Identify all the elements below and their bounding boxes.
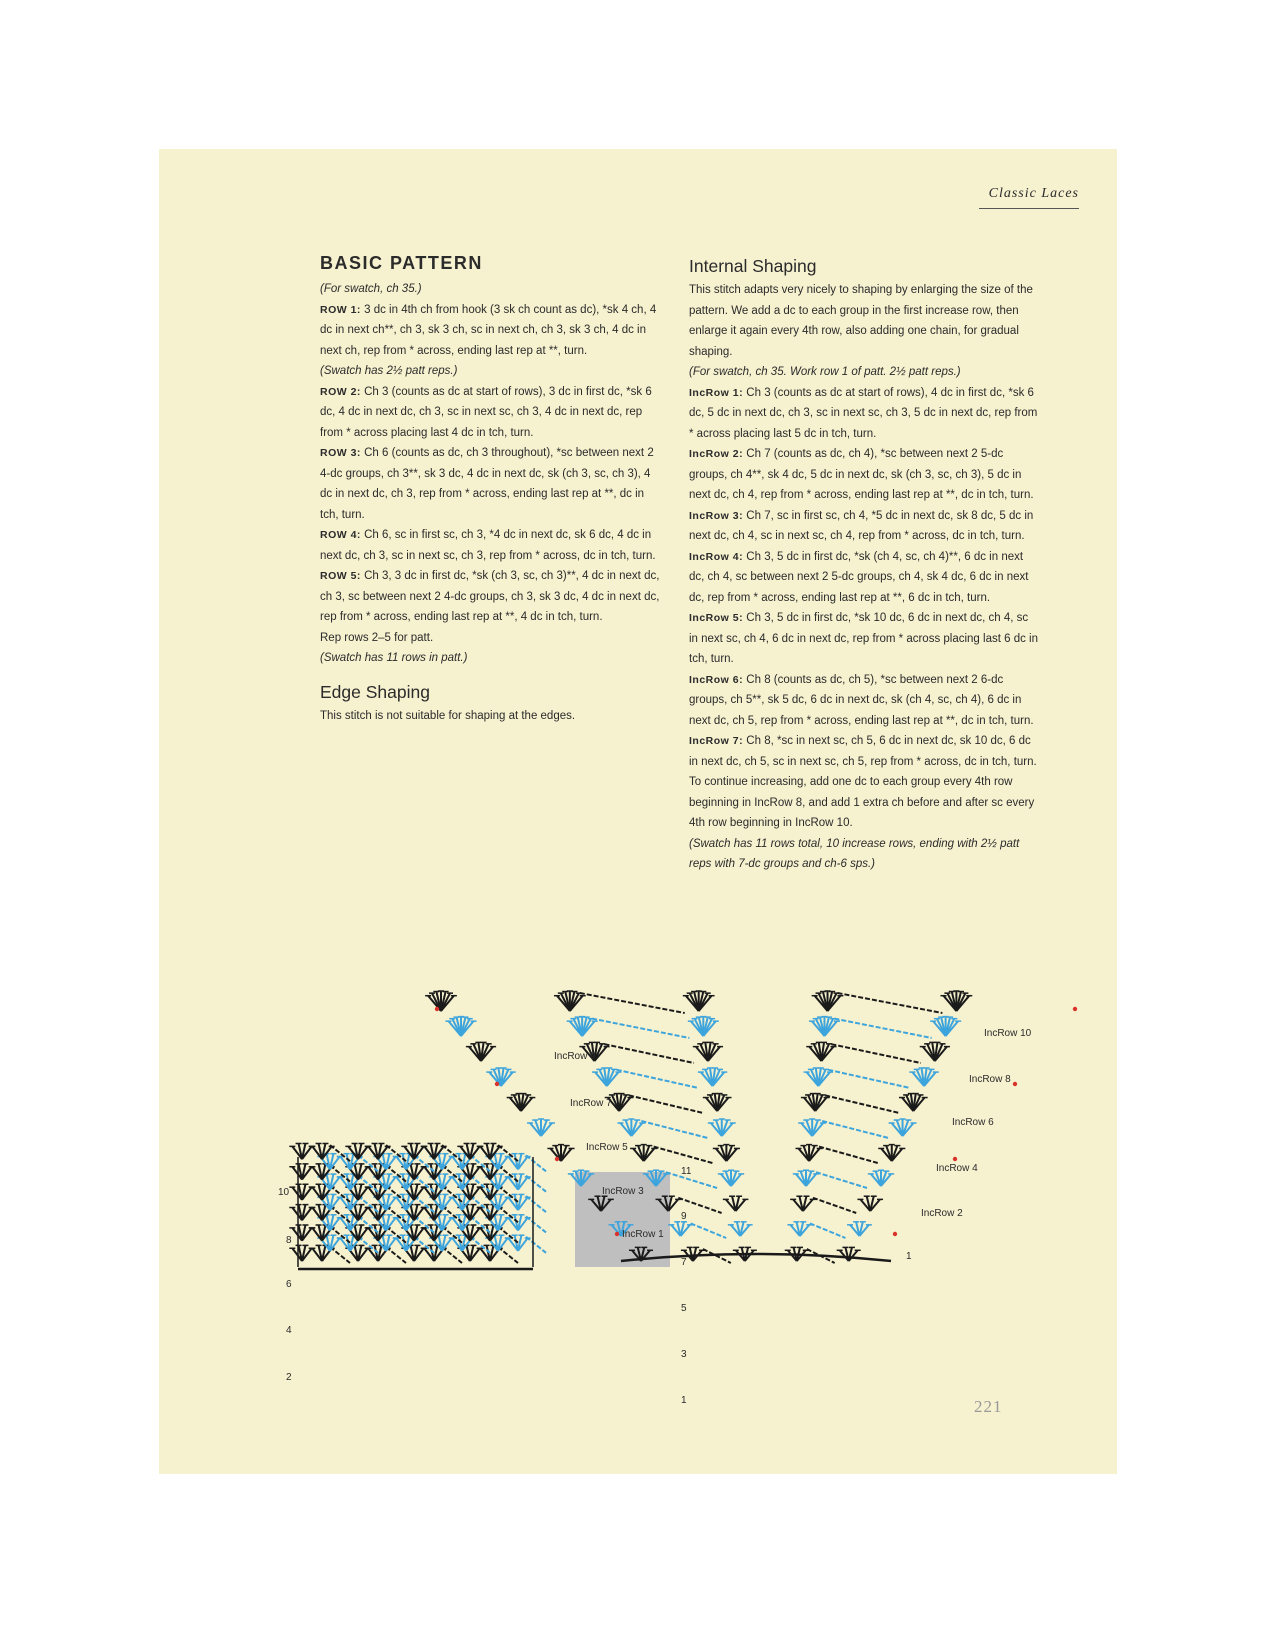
chain-stitch bbox=[629, 1095, 703, 1113]
chain-stitch bbox=[825, 1095, 899, 1113]
chain-stitch bbox=[386, 1247, 406, 1263]
row-text: Ch 6 (counts as dc, ch 3 throughout), *sc between next 2 4-dc groups, ch 3**, sk 3 dc, 4 dc in next dc, sk (ch 3, sc, ch 3), 4 dc in next dc, ch 3, rep from * across, ending last rep at **, dc in tch, turn. bbox=[320, 447, 654, 521]
chain-stitch bbox=[526, 1155, 546, 1171]
stitch-fan bbox=[486, 1068, 515, 1086]
incrow-label: IncRow 5 bbox=[586, 1142, 628, 1153]
stitch-fan bbox=[847, 1222, 872, 1236]
increase-marker bbox=[953, 1157, 957, 1161]
row-text: Ch 8, *sc in next sc, ch 5, 6 dc in next dc, sk 10 dc, 6 dc in next dc, ch 5, sc in next sc, ch 5, rep from * across, dc in tch, turn. bbox=[689, 735, 1037, 768]
row-text: Ch 7, sc in first sc, ch 4, *5 dc in next dc, sk 8 dc, 5 dc in next dc, ch 4, sc in next sc, ch 4, rep from * across, dc in tch, turn. bbox=[689, 509, 1034, 542]
incrow-label: IncRow 8 bbox=[969, 1074, 1011, 1085]
increase-marker bbox=[1013, 1082, 1017, 1086]
chain-stitch bbox=[666, 1172, 717, 1188]
chain-stitch bbox=[816, 1172, 867, 1188]
row-text: Ch 6, sc in first sc, ch 3, *4 dc in next dc, sk 6 dc, 4 dc in next dc, ch 3, sc in next sc, ch 3, rep from * across, dc in tch, turn. bbox=[320, 529, 656, 562]
stitch-fan bbox=[899, 1094, 928, 1111]
row-number: 9 bbox=[681, 1211, 687, 1222]
row-number: 11 bbox=[681, 1166, 692, 1177]
stitch-fan bbox=[787, 1222, 812, 1236]
increase-marker bbox=[1073, 1007, 1077, 1011]
repeat-instruction: Rep rows 2–5 for patt. bbox=[320, 631, 434, 644]
chain-loop bbox=[831, 1044, 920, 1063]
chain-stitch bbox=[526, 1216, 546, 1232]
chain-stitch bbox=[838, 993, 943, 1013]
incrow-label: IncRow 10 bbox=[984, 1028, 1032, 1039]
chain-stitch bbox=[526, 1176, 546, 1192]
stitch-fan bbox=[446, 1017, 477, 1036]
row-1-note: (Swatch has 2½ patt reps.) bbox=[320, 365, 458, 377]
chain-stitch bbox=[617, 1070, 699, 1088]
chain-stitch bbox=[330, 1247, 350, 1263]
row-number: 3 bbox=[681, 1349, 687, 1360]
stitch-fan bbox=[878, 1145, 905, 1161]
stitch-fan bbox=[868, 1170, 894, 1186]
row-label: IncRow 2: bbox=[689, 448, 744, 460]
row-label: IncRow 1: bbox=[689, 386, 744, 399]
row-text: Ch 3 (counts as dc at start of rows), 4 dc in first dc, *sk 6 dc, 5 dc in next dc, ch 3, sc in next sc, ch 3, 5 dc in next dc, rep from * across placing last 5 dc in tch, turn. bbox=[689, 386, 1038, 440]
stitch-fan bbox=[798, 1119, 826, 1136]
incrow-label: IncRow 3 bbox=[602, 1186, 644, 1197]
row-number: 6 bbox=[286, 1279, 292, 1290]
chain-stitch bbox=[498, 1247, 518, 1263]
stitch-fan bbox=[713, 1145, 740, 1161]
row-text: Ch 8 (counts as dc, ch 5), *sc between next 2 6-dc groups, ch 5**, sk 5 dc, 6 dc in next dc, sk (ch 4, sc, ch 4), 6 dc in next dc, ch 5, rep from * across, ending last rep at **, dc in tch, turn. bbox=[689, 673, 1034, 727]
chain-stitch bbox=[654, 1147, 713, 1163]
stitch-fan bbox=[920, 1042, 950, 1061]
chain-loop bbox=[498, 1247, 518, 1263]
chain-loop bbox=[834, 1019, 931, 1038]
chain-loop bbox=[822, 1121, 888, 1138]
chain-stitch bbox=[604, 1044, 693, 1063]
stitch-fan bbox=[796, 1145, 823, 1161]
incrow-label: IncRow 7 bbox=[570, 1098, 612, 1109]
row-label: IncRow 5: bbox=[689, 612, 744, 624]
stitch-fan bbox=[630, 1145, 657, 1161]
chain-loop bbox=[654, 1147, 713, 1163]
chain-loop bbox=[526, 1155, 546, 1171]
stitch-fan bbox=[527, 1119, 555, 1136]
chain-loop bbox=[838, 993, 943, 1013]
stitch-fan bbox=[693, 1042, 723, 1061]
running-head: Classic Laces bbox=[979, 186, 1079, 209]
stitch-fan bbox=[930, 1017, 961, 1036]
stitch-fan bbox=[703, 1094, 732, 1111]
chain-stitch bbox=[580, 993, 685, 1013]
stitch-fan bbox=[698, 1068, 727, 1086]
book-page bbox=[159, 149, 1117, 1474]
basic-pattern-heading: BASIC PATTERN bbox=[320, 253, 483, 273]
row-number: 1 bbox=[906, 1251, 912, 1262]
stitch-fan bbox=[466, 1042, 496, 1061]
chain-loop bbox=[604, 1044, 693, 1063]
stitch-diagrams bbox=[159, 149, 1117, 1474]
increase-marker bbox=[555, 1157, 559, 1161]
stitch-fan bbox=[728, 1222, 753, 1236]
internal-swatch-note: (For swatch, ch 35. Work row 1 of patt. 2½ patt reps.) bbox=[689, 366, 961, 378]
increase-marker bbox=[615, 1232, 619, 1236]
chain-loop bbox=[526, 1176, 546, 1192]
continue-increasing-text: To continue increasing, add one dc to each group every 4th row beginning in IncRow 8, and add 1 extra ch before and after sc every 4th row beginning in IncRow 10. bbox=[689, 776, 1035, 829]
row-number: 8 bbox=[286, 1235, 292, 1246]
chain-loop bbox=[641, 1121, 707, 1138]
row-label: IncRow 6: bbox=[689, 673, 744, 686]
chain-loop bbox=[819, 1147, 878, 1163]
row-label: ROW 4: bbox=[320, 529, 361, 541]
stitch-fan bbox=[718, 1170, 744, 1186]
stitch-fan bbox=[547, 1145, 574, 1161]
chain-stitch bbox=[822, 1121, 888, 1138]
stitch-fan bbox=[683, 991, 715, 1011]
edge-shaping-text: This stitch is not suitable for shaping at the edges. bbox=[320, 709, 576, 722]
increase-marker bbox=[495, 1082, 499, 1086]
basic-pattern-chart bbox=[278, 1143, 692, 1406]
internal-swatch-summary: (Swatch has 11 rows total, 10 increase rows, ending with 2½ patt reps with 7-dc groups and ch-6 sps.) bbox=[689, 837, 1020, 870]
chain-loop bbox=[828, 1070, 910, 1088]
basic-swatch-note: (For swatch, ch 35.) bbox=[320, 283, 422, 295]
stitch-fan bbox=[668, 1222, 693, 1236]
stitch-fan bbox=[790, 1196, 816, 1211]
chain-stitch bbox=[834, 1019, 931, 1038]
chain-loop bbox=[813, 1198, 856, 1213]
row-label: IncRow 4: bbox=[689, 550, 744, 563]
stitch-fan bbox=[909, 1068, 938, 1086]
row-label: ROW 5: bbox=[320, 570, 361, 582]
stitch-fan bbox=[507, 1094, 536, 1111]
chain-loop bbox=[592, 1019, 689, 1038]
internal-shaping-intro: This stitch adapts very nicely to shaping by enlarging the size of the pattern. We add a dc to each group in the first increase row, then enlarge it again every 4th row, also adding one chain, for gradual shaping. bbox=[689, 284, 1033, 358]
chain-loop bbox=[526, 1216, 546, 1232]
chain-stitch bbox=[828, 1070, 910, 1088]
rows-note: (Swatch has 11 rows in patt.) bbox=[320, 652, 468, 664]
chain-loop bbox=[617, 1070, 699, 1088]
stitch-fan bbox=[425, 991, 457, 1011]
row-text: Ch 3 (counts as dc at start of rows), 3 dc in first dc, *sk 6 dc, 4 dc in next dc, ch 3, sc in next sc, ch 3, 4 dc in next dc, rep from * across placing last 4 dc in tch, turn. bbox=[320, 385, 652, 439]
row-text: Ch 3, 3 dc in first dc, *sk (ch 3, sc, ch 3)**, 4 dc in next dc, ch 3, sc between next 2 4-dc groups, ch 3, sk 3 dc, 4 dc in next dc, rep from * across, ending last rep at **, 4 dc in tch, turn. bbox=[320, 570, 660, 623]
page-number: 221 bbox=[974, 1397, 1003, 1416]
chain-stitch bbox=[831, 1044, 920, 1063]
row-label: IncRow 3: bbox=[689, 509, 744, 522]
chain-loop bbox=[816, 1172, 867, 1188]
row-text: Ch 7 (counts as dc, ch 4), *sc between next 2 5-dc groups, ch 4**, sk 4 dc, 5 dc in next dc, sk (ch 3, sc, ch 3), 5 dc in next dc, ch 4, rep from * across, ending last rep at **, dc in tch, turn. bbox=[689, 448, 1034, 501]
chain-stitch bbox=[810, 1223, 846, 1238]
chain-stitch bbox=[592, 1019, 689, 1038]
stitch-fan bbox=[941, 991, 973, 1011]
increase-marker bbox=[893, 1232, 897, 1236]
row-label: IncRow 7: bbox=[689, 735, 744, 747]
internal-shaping-heading: Internal Shaping bbox=[689, 256, 817, 276]
row-number: 5 bbox=[681, 1303, 687, 1314]
row-number: 7 bbox=[681, 1257, 687, 1268]
chain-loop bbox=[666, 1172, 717, 1188]
row-label: ROW 3: bbox=[320, 447, 361, 459]
stitch-fan bbox=[688, 1017, 719, 1036]
stitch-fan bbox=[708, 1119, 736, 1136]
chain-loop bbox=[526, 1196, 546, 1212]
stitch-fan bbox=[793, 1170, 819, 1186]
row-label: ROW 1: bbox=[320, 303, 361, 316]
stitch-fan bbox=[723, 1196, 749, 1211]
incrow-label: IncRow 9 bbox=[554, 1051, 596, 1062]
chain-loop bbox=[580, 993, 685, 1013]
row-text: Ch 3, 5 dc in first dc, *sk 10 dc, 6 dc in next dc, ch 4, sc in next sc, ch 4, 6 dc in next dc, rep from * across placing last 6 dc in tch, turn. bbox=[689, 612, 1038, 665]
chain-stitch bbox=[819, 1147, 878, 1163]
chain-stitch bbox=[641, 1121, 707, 1138]
internal-shaping-chart bbox=[425, 991, 1077, 1263]
incrow-label: IncRow 6 bbox=[952, 1117, 994, 1128]
chain-stitch bbox=[526, 1237, 546, 1253]
chain-loop bbox=[691, 1223, 727, 1238]
chain-stitch bbox=[813, 1198, 856, 1213]
chain-loop bbox=[330, 1247, 350, 1263]
row-text: Ch 3, 5 dc in first dc, *sk (ch 4, sc, ch 4)**, 6 dc in next dc, ch 4, sc between next 2 5-dc groups, ch 4, sk 4 dc, 6 dc in next dc, rep from * across, ending last rep at **, 6 dc in tch, turn. bbox=[689, 550, 1029, 604]
stitch-fan bbox=[889, 1119, 917, 1136]
row-label: ROW 2: bbox=[320, 385, 361, 398]
chain-loop bbox=[526, 1237, 546, 1253]
chain-loop bbox=[825, 1095, 899, 1113]
incrow-label: IncRow 4 bbox=[936, 1163, 978, 1174]
row-number: 10 bbox=[278, 1187, 290, 1198]
edge-shaping-heading: Edge Shaping bbox=[320, 681, 430, 702]
chain-loop bbox=[442, 1247, 462, 1263]
incrow-label: IncRow 1 bbox=[622, 1229, 664, 1240]
increase-marker bbox=[435, 1007, 439, 1011]
chain-loop bbox=[810, 1223, 846, 1238]
chain-stitch bbox=[442, 1247, 462, 1263]
chain-stitch bbox=[691, 1223, 727, 1238]
chain-stitch bbox=[526, 1196, 546, 1212]
chain-loop bbox=[386, 1247, 406, 1263]
incrow-label: IncRow 2 bbox=[921, 1208, 963, 1219]
chain-loop bbox=[629, 1095, 703, 1113]
row-number: 4 bbox=[286, 1325, 292, 1336]
row-text: 3 dc in 4th ch from hook (3 sk ch count as dc), *sk 4 ch, 4 dc in next ch**, ch 3, sk 3 ch, sc in next ch, ch 3, sk 3 ch, 4 dc in next ch, rep from * across, ending last rep at **, turn. bbox=[320, 303, 657, 357]
row-number: 1 bbox=[681, 1395, 687, 1406]
stitch-fan bbox=[617, 1119, 645, 1136]
row-number: 2 bbox=[286, 1372, 292, 1383]
stitch-fan bbox=[857, 1196, 883, 1211]
